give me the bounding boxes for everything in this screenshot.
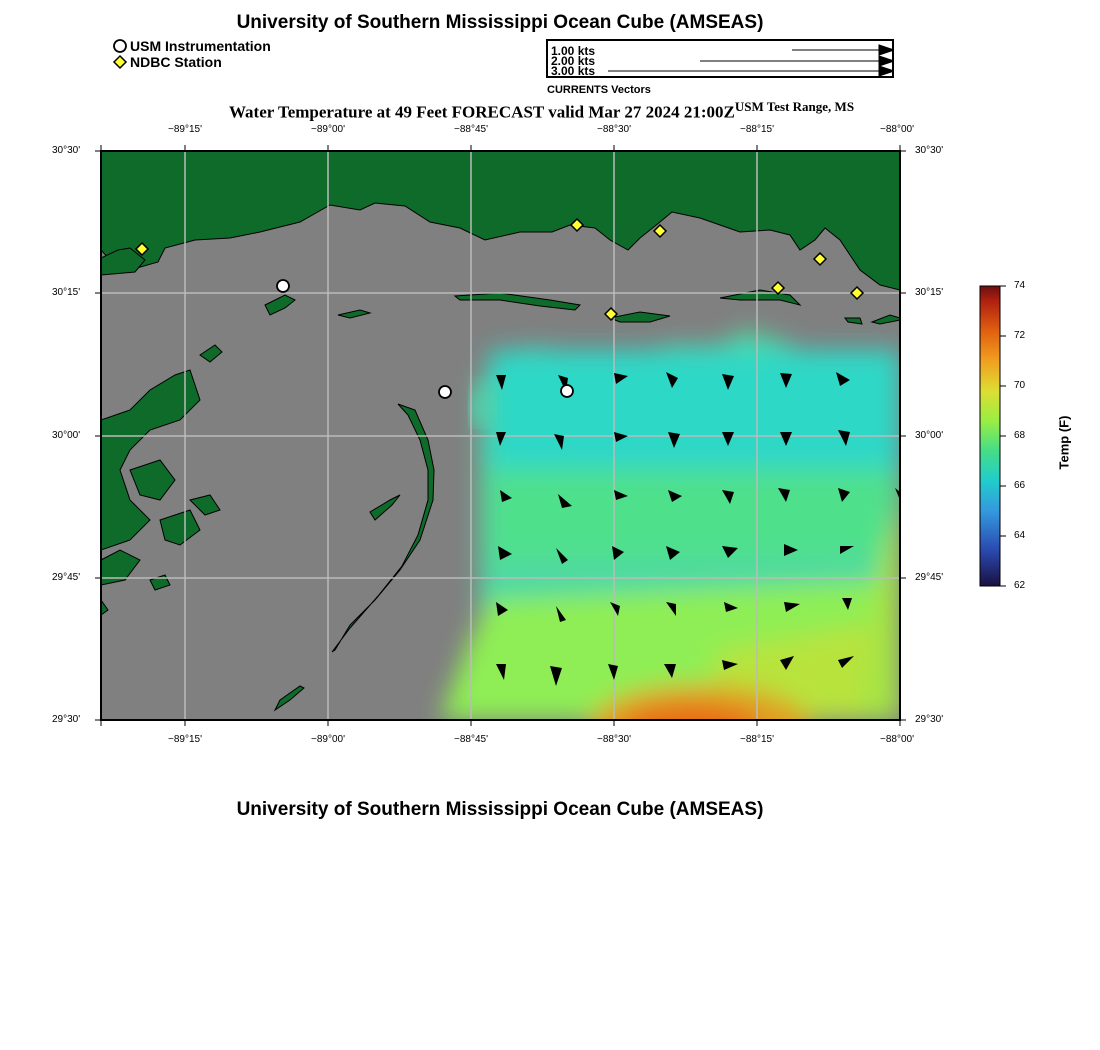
lon-tick-bottom: −88°00'	[880, 734, 914, 745]
usm-instrument-marker	[439, 386, 451, 398]
colorbar-label: Temp (F)	[1056, 415, 1072, 470]
lat-tick-right: 29°30'	[915, 714, 944, 725]
lon-tick-top: −88°45'	[454, 124, 488, 135]
vector-key-label-2: 2.00 kts	[551, 54, 596, 68]
lon-tick-bottom: −89°15'	[168, 734, 202, 745]
lat-tick-right: 30°15'	[915, 287, 944, 298]
colorbar-ticks	[1000, 286, 1006, 586]
colorbar-tick-label: 74	[1014, 280, 1026, 291]
bottom-title: University of Southern Mississippi Ocean Cube (AMSEAS)	[236, 799, 764, 820]
lon-tick-top: −88°15'	[740, 124, 774, 135]
lon-tick-bottom: −88°15'	[740, 734, 774, 745]
subtitle-location: USM Test Range, MS	[734, 99, 855, 114]
colorbar-tick-label: 72	[1014, 330, 1026, 341]
lat-tick-left: 30°00'	[52, 430, 81, 441]
top-title: University of Southern Mississippi Ocean Cube (AMSEAS)	[236, 12, 764, 33]
legend-label-usm: USM Instrumentation	[130, 38, 271, 54]
lon-tick-top: −88°30'	[597, 124, 631, 135]
lon-tick-bottom: −88°45'	[454, 734, 488, 745]
colorbar	[980, 286, 1000, 586]
lat-tick-right: 29°45'	[915, 572, 944, 583]
vector-key-label-3: 3.00 kts	[551, 64, 596, 78]
colorbar-tick-label: 62	[1014, 580, 1026, 591]
colorbar-tick-label: 68	[1014, 430, 1026, 441]
legend-label-ndbc: NDBC Station	[130, 54, 222, 70]
subtitle-main: Water Temperature at 49 Feet FORECAST valid Mar 27 2024 21:00Z	[229, 102, 735, 122]
lon-tick-top: −88°00'	[880, 124, 914, 135]
lat-tick-left: 29°30'	[52, 714, 81, 725]
lat-tick-left: 30°30'	[52, 145, 81, 156]
lon-tick-top: −89°00'	[311, 124, 345, 135]
colorbar-tick-label: 70	[1014, 380, 1026, 391]
lat-tick-left: 30°15'	[52, 287, 81, 298]
usm-instrument-marker	[561, 385, 573, 397]
lat-tick-left: 29°45'	[52, 572, 81, 583]
vector-key-caption: CURRENTS Vectors	[547, 84, 651, 96]
lat-tick-right: 30°00'	[915, 430, 944, 441]
colorbar-tick-label: 64	[1014, 530, 1026, 541]
colorbar-tick-label: 66	[1014, 480, 1026, 491]
temperature-field	[440, 330, 900, 760]
usm-instrument-marker	[277, 280, 289, 292]
lon-tick-top: −89°15'	[168, 124, 202, 135]
lon-tick-bottom: −88°30'	[597, 734, 631, 745]
vector-key-label-1: 1.00 kts	[551, 44, 596, 58]
lat-tick-right: 30°30'	[915, 145, 944, 156]
lon-tick-bottom: −89°00'	[311, 734, 345, 745]
